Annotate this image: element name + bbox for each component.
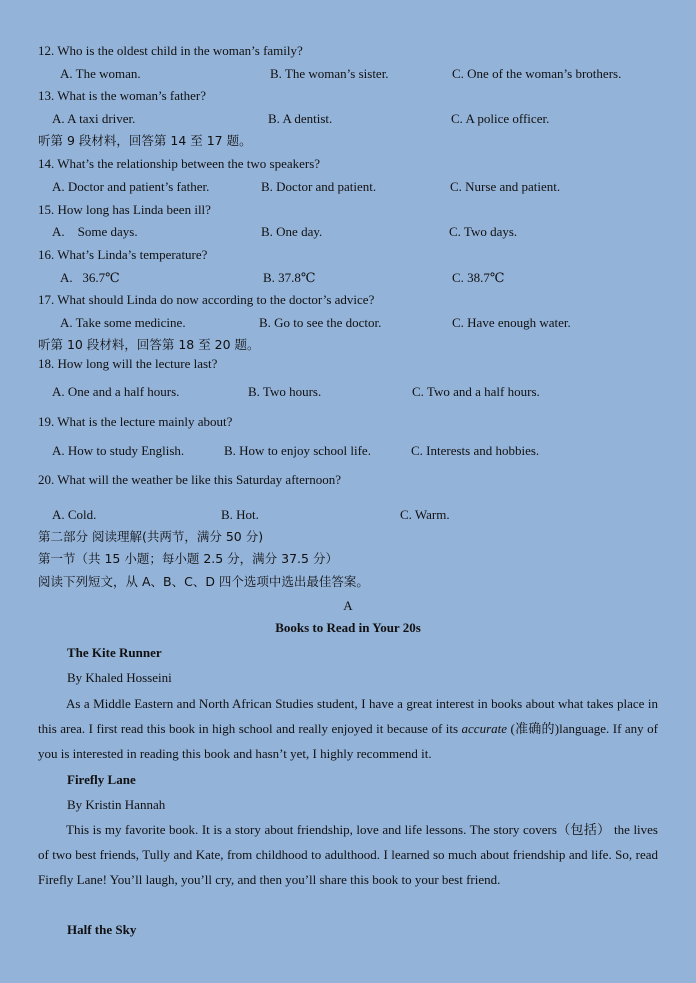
book-1-review: [38, 691, 658, 766]
question-15: 15. How long has Linda been ill?: [38, 202, 211, 217]
question-13: 13. What is the woman’s father?: [38, 88, 206, 103]
question-12: 12. Who is the oldest child in the woman’s family?: [38, 43, 303, 58]
book-1-author: By Khaled Hosseini: [67, 670, 172, 685]
book-2-author: By Kristin Hannah: [67, 797, 166, 812]
question-14: 14. What’s the relationship between the two speakers?: [38, 156, 321, 171]
q17-option-c: C. Have enough water.: [452, 315, 571, 330]
q13-option-c: C. A police officer.: [451, 111, 550, 126]
q16-option-b: B. 37.8℃: [263, 270, 316, 285]
question-19: 19. What is the lecture mainly about?: [38, 414, 233, 429]
q18-option-b: B. Two hours.: [248, 384, 322, 399]
book-1-title: The Kite Runner: [67, 645, 162, 660]
q20-option-a: A. Cold.: [52, 507, 97, 522]
q14-option-a: A. Doctor and patient’s father.: [52, 179, 210, 194]
q13-option-a: A. A taxi driver.: [52, 111, 136, 126]
book-1-review-text-a: As a Middle Eastern and North African Studies student, I have a great interest in books about what takes place in this area. I first read this book in high school and really enjoyed it because of its: [38, 696, 658, 736]
section-10-instruction: 听第 10 段材料，回答第 18 至 20 题。: [38, 337, 260, 352]
question-20: 20. What will the weather be like this Saturday afternoon?: [38, 472, 341, 487]
part2-instruction: 阅读下列短文，从 A、B、C、D 四个选项中选出最佳答案。: [38, 574, 369, 589]
passage-title: Books to Read in Your 20s: [275, 620, 421, 635]
part2-title: 第二部分 阅读理解(共两节，满分 50 分): [38, 529, 264, 544]
book-2-title: Firefly Lane: [67, 772, 136, 787]
question-18: 18. How long will the lecture last?: [38, 356, 218, 371]
book-3-title: Half the Sky: [67, 922, 137, 937]
q19-option-c: C. Interests and hobbies.: [411, 443, 540, 458]
q20-option-c: C. Warm.: [400, 507, 450, 522]
q14-option-c: C. Nurse and patient.: [450, 179, 561, 194]
q12-option-c: C. One of the woman’s brothers.: [452, 66, 622, 81]
q15-option-b: B. One day.: [261, 224, 323, 239]
q18-option-a: A. One and a half hours.: [52, 384, 180, 399]
book-2-review-text: This is my favorite book. It is a story about friendship, love and life lessons. The story covers（包括） the lives of two best friends, Tully and Kate, from childhood to adulthood. I learned so much about friendship and life. So, read Firefly Lane! You’ll laugh, you’ll cry, and then you’ll share this book to your best friend.: [38, 822, 658, 887]
section-9-instruction: 听第 9 段材料，回答第 14 至 17 题。: [38, 133, 252, 148]
q18-option-c: C. Two and a half hours.: [412, 384, 540, 399]
q14-option-b: B. Doctor and patient.: [261, 179, 377, 194]
q20-option-b: B. Hot.: [221, 507, 259, 522]
book-1-review-emphasis: accurate: [461, 721, 508, 736]
q16-option-a: A. 36.7℃: [60, 270, 120, 285]
book-2-review: [38, 817, 658, 892]
q17-option-a: A. Take some medicine.: [60, 315, 186, 330]
q13-option-b: B. A dentist.: [268, 111, 333, 126]
q15-option-a: A. Some days.: [52, 224, 138, 239]
q12-option-b: B. The woman’s sister.: [270, 66, 389, 81]
part2-section1: 第一节（共 15 小题；每小题 2.5 分，满分 37.5 分）: [38, 551, 338, 566]
question-17: 17. What should Linda do now according to the doctor’s advice?: [38, 292, 375, 307]
q19-option-a: A. How to study English.: [52, 443, 185, 458]
q16-option-c: C. 38.7℃: [452, 270, 505, 285]
book-1-review-text-b: (准确的)language. If any of you is interested in reading this book and hasn’t yet, I highly recommend it.: [38, 721, 658, 761]
q19-option-b: B. How to enjoy school life.: [224, 443, 371, 458]
q12-option-a: A. The woman.: [60, 66, 141, 81]
question-16: 16. What’s Linda’s temperature?: [38, 247, 208, 262]
passage-letter: A: [343, 598, 353, 613]
q15-option-c: C. Two days.: [449, 224, 518, 239]
q17-option-b: B. Go to see the doctor.: [259, 315, 382, 330]
